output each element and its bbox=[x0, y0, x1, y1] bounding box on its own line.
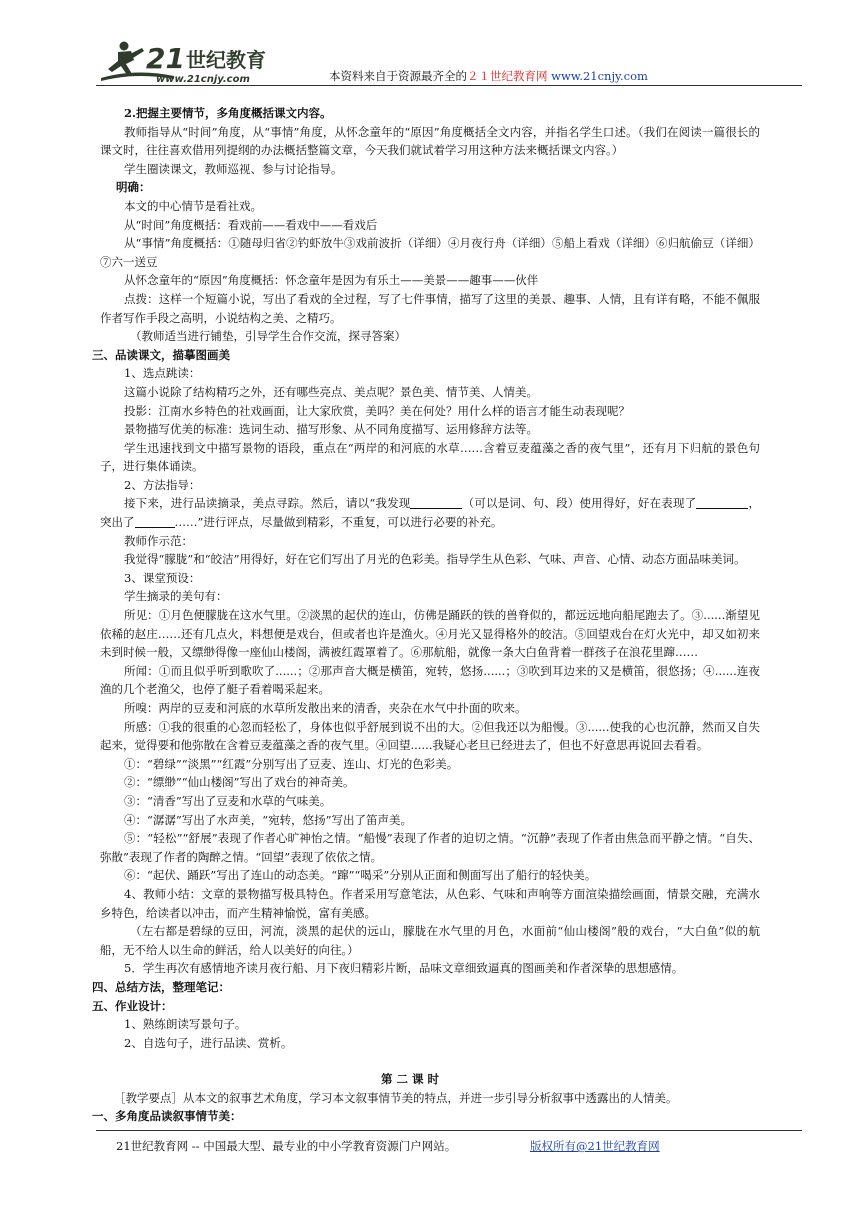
footer-divider bbox=[96, 1130, 802, 1131]
method-text-3: ，突出了 bbox=[100, 496, 761, 530]
paragraph: 学生迅速找到文中描写景物的语段，重点在“两岸的和河底的水草……含着豆麦蕴藻之香的夜气里”，还有月下归航的景色句子，进行集体诵读。 bbox=[100, 440, 760, 474]
svg-text:www.21cnjy.com: www.21cnjy.com bbox=[156, 74, 250, 85]
paragraph: ①：“碧绿”“淡黑”“红霞”分别写出了豆麦、连山、灯光的色彩美。 bbox=[124, 756, 459, 771]
paragraph: ⑥：“起伏、踊跃”写出了连山的动态美。“蹿”“喝采”分别从正面和侧面写出了船行的轻快美。 bbox=[124, 868, 597, 883]
header-divider bbox=[96, 85, 802, 86]
method-blank-1 bbox=[410, 495, 462, 509]
section-heading: 五、作业设计： bbox=[92, 998, 173, 1013]
footer-text: 21世纪教育网 -- 中国最大型、最专业的中小学教育资源门户网站。 bbox=[116, 1139, 457, 1153]
site-logo bbox=[96, 38, 326, 86]
section-heading: 三、品读课文，描摹图画美 bbox=[92, 347, 230, 362]
paragraph: 景物描写优美的标准：选词生动、描写形象、从不同角度描写、运用修辞方法等。 bbox=[124, 422, 538, 437]
paragraph: （教师适当进行铺垫，引导学生合作交流，探寻答案） bbox=[130, 329, 406, 344]
method-blank-3 bbox=[135, 514, 175, 528]
paragraph: 2、方法指导： bbox=[124, 477, 201, 492]
footer-copyright-link[interactable]: 版权所有@21世纪教育网 bbox=[530, 1139, 660, 1153]
method-blank-2 bbox=[696, 495, 748, 509]
paragraph: 所嗅：两岸的豆麦和河底的水草所发散出来的清香，夹杂在水气中扑面的吹来。 bbox=[124, 701, 527, 715]
paragraph: 1、熟练朗读写景句子。 bbox=[124, 1017, 247, 1032]
lesson-two-title: 第 二 课 时 bbox=[380, 1072, 439, 1087]
svg-text:世纪教育: 世纪教育 bbox=[186, 48, 266, 72]
paragraph: 3、课堂预设： bbox=[124, 570, 201, 585]
paragraph: ④：“潺潺”写出了水声美，“宛转，悠扬”写出了笛声美。 bbox=[124, 812, 413, 827]
paragraph: 学生摘录的美句有： bbox=[124, 589, 228, 604]
paragraph: 教师作示范： bbox=[124, 533, 193, 548]
lesson-one-text bbox=[92, 104, 761, 1052]
method-text-4: ……”进行评点，尽量做到精彩，不重复，可以进行必要的补充。 bbox=[174, 515, 503, 530]
paragraph: 2.把握主要情节，多角度概括课文内容。 bbox=[124, 106, 332, 120]
paragraph: 投影：江南水乡特色的社戏画面，让大家欣赏，美吗？美在何处？用什么样的语言才能生动表现呢？ bbox=[124, 403, 630, 418]
paragraph: 2、自选句子，进行品读、赏析。 bbox=[124, 1035, 293, 1050]
header-brand: ２１世纪教育网 bbox=[467, 69, 548, 83]
page-header bbox=[96, 38, 816, 86]
paragraph: ③：“清香”写出了豆麦和水草的气味美。 bbox=[124, 793, 332, 808]
method-text-1: 接下来，进行品读摘录，美点寻踪。然后，请以“我发现 bbox=[124, 496, 411, 511]
paragraph: 学生圈读课文，教师巡视、参与讨论指导。 bbox=[124, 161, 343, 176]
paragraph: 从“事情”角度概括：①随母归省②钓虾放牛③戏前波折（详细）④月夜行舟（详细）⑤船上看戏（详细）⑥归航偷豆（详细）⑦六一送豆 bbox=[100, 236, 760, 269]
header-url[interactable]: www.21cnjy.com bbox=[551, 69, 648, 83]
paragraph: 这篇小说除了结构精巧之外，还有哪些亮点、美点呢？景色美、情节美、人情美。 bbox=[124, 384, 538, 399]
paragraph: 教师指导从“时间”角度，从“事情”角度，从怀念童年的“原因”角度概括全文内容，并指名学生口述。（我们在阅读一篇很长的课文时，往往喜欢借用列提纲的办法概括整篇文章，今天我们就试着学习用这种方法来概括课文内容。） bbox=[100, 124, 760, 158]
paragraph: 所闻：①而且似乎听到歌吹了......；②那声音大概是横笛，宛转，悠扬......；③吹到耳边来的又是横笛，很悠扬；④......连夜渔的几个老渔父，也停了艇子看着喝采起来。 bbox=[100, 663, 760, 697]
paragraph: ⑤：“轻松”“舒展”表现了作者心旷神怡之情。“船慢”表现了作者的迫切之情。“沉静”表现了作者由焦急而平静之情。“自失、弥散”表现了作者的陶醉之情。“回望”表现了依依之情。 bbox=[100, 831, 760, 864]
method-text-2: （可以是词、句、段）使用得好，好在表现了 bbox=[462, 496, 697, 511]
document-body bbox=[92, 104, 761, 1126]
paragraph: ②：“缥缈”“仙山楼阁”写出了戏台的神奇美。 bbox=[124, 775, 355, 790]
lesson-two-points: ［教学要点］从本文的叙事艺术角度，学习本文叙事情节美的特点，并进一步引导分析叙事中透露出的人情美。 bbox=[114, 1090, 678, 1105]
paragraph: 点拨：这样一个短篇小说，写出了看戏的全过程，写了七件事情，描写了这里的美景、趣事、人情，且有详有略，不能不佩服作者写作手段之高明，小说结构之美、之精巧。 bbox=[100, 291, 760, 325]
method-instruction bbox=[100, 494, 760, 531]
section-heading: 明确： bbox=[116, 180, 151, 195]
paragraph: 1、选点跳读： bbox=[124, 366, 201, 381]
paragraph: 所见：①月色便朦胧在这水气里。②淡黑的起伏的连山，仿佛是踊跃的铁的兽脊似的，都远远地向船尾跑去了。③......渐望见依稀的赵庄……还有几点火，料想便是戏台，但或者也许是渔火。④月光又显得格外的皎洁。⑤回望戏台在灯火光中，却又如初来未到时候一般，又缥缈得像一座仙山楼阁，满被红霞罩着了。⑥那航船，就像一条大白鱼背着一群孩子在浪花里蹿…… bbox=[100, 608, 760, 660]
svg-text:21: 21 bbox=[146, 42, 185, 75]
paragraph: 从“时间”角度概括：看戏前——看戏中——看戏后 bbox=[124, 217, 378, 232]
paragraph: 5．学生再次有感情地齐读月夜行船、月下夜归精彩片断，品味文章细致逼真的图画美和作者深挚的思想感情。 bbox=[124, 961, 684, 976]
paragraph: 所感：①我的很重的心忽而轻松了，身体也似乎舒展到说不出的大。②但我还以为船慢。③......使我的心也沉静，然而又自失起来，觉得要和他弥散在含着豆麦蕴藻之香的夜气里。④回望......我疑心老旦已经进去了，但也不好意思再说回去看看。 bbox=[100, 719, 760, 753]
section-heading: 四、总结方法，整理笔记： bbox=[92, 979, 230, 994]
paragraph: 本文的中心情节是看社戏。 bbox=[124, 198, 262, 213]
paragraph: 我觉得“朦胧”和“皎洁”用得好，好在它们写出了月光的色彩美。指导学生从色彩、气味、声音、心情、动态方面品味美词。 bbox=[124, 552, 746, 567]
paragraph: （左右都是碧绿的豆田，河流，淡黑的起伏的远山，朦胧在水气里的月色，水面前“仙山楼阁”般的戏台，“大白鱼”似的航船，无不给人以生命的鲜活，给人以美好的向往。） bbox=[100, 924, 760, 957]
header-prefix: 本资料来自于资源最齐全的 bbox=[329, 69, 467, 83]
paragraph: 从怀念童年的“原因”角度概括：怀念童年是因为有乐土——美景——趣事——伙伴 bbox=[124, 273, 539, 288]
lesson-two-section-1: 一、多角度品读叙事情节美： bbox=[92, 1109, 242, 1124]
header-tagline bbox=[329, 68, 648, 84]
paragraph: 4、教师小结：文章的景物描写极具特色。作者采用写意笔法，从色彩、气味和声响等方面渲染描绘画面，情景交融，充满水乡特色，给读者以冲击，而产生精神愉悦，富有美感。 bbox=[100, 886, 760, 920]
